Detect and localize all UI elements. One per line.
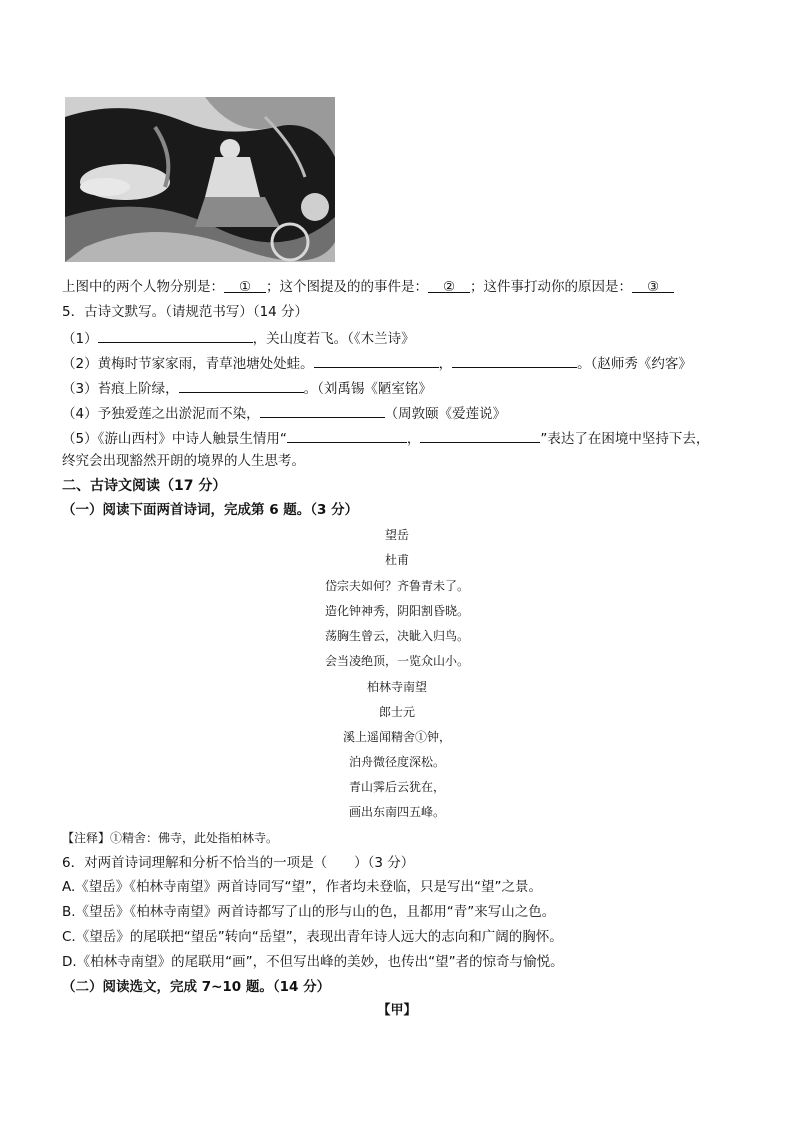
q5-blank-2b[interactable]	[452, 352, 577, 368]
q4-line	[62, 277, 674, 297]
q5-blank-2a[interactable]	[314, 352, 439, 368]
q4-blank-3[interactable]	[632, 277, 674, 293]
q5-item-2	[62, 352, 692, 374]
q5-item-5-tail: ”表达了在困境中坚持下去，	[540, 431, 710, 447]
q5-item-4-label: （4）予独爱莲之出淤泥而不染，	[62, 406, 260, 422]
annotation-note: 【注释】①精舍：佛寺，此处指柏林寺。	[62, 831, 279, 845]
q5-item-2-comma: ，	[438, 356, 453, 372]
q5-item-3-label: （3）苔痕上阶绿，	[62, 381, 179, 397]
photo-scene	[65, 97, 335, 262]
illustration-photo	[65, 97, 335, 262]
poem2-line-2: 泊舟微径度深松。	[348, 755, 445, 769]
q5-blank-5a[interactable]	[287, 427, 407, 443]
q5-item-2-source: 。（赵师秀《约客》	[577, 356, 692, 372]
q4-blank-2-label: ②	[442, 279, 456, 295]
q6-option-a[interactable]: A.《望岳》《柏林寺南望》两首诗同写“望”，作者均未登临，只是写出“望”之景。	[62, 879, 543, 895]
q5-item-5-cont: 终究会出现豁然开朗的境界的人生思考。	[62, 453, 305, 469]
poem2-line-1: 溪上遥闻精舍①钟，	[342, 730, 451, 744]
q4-blank-1[interactable]	[224, 277, 266, 293]
q6-stem: 6．对两首诗词理解和分析不恰当的一项是（ ）（3 分）	[62, 855, 415, 871]
poem1-author: 杜甫	[384, 553, 409, 567]
q5-item-5-comma: ，	[406, 431, 421, 447]
q5-item-2-label: （2）黄梅时节家家雨，青草池塘处处蛙。	[62, 356, 314, 372]
q6-option-c[interactable]: C.《望岳》的尾联把“望岳”转向“岳望”，表现出青年诗人远大的志向和广阔的胸怀。	[62, 929, 563, 945]
section-2-sub2: （二）阅读选文，完成 7~10 题。（14 分）	[62, 979, 331, 995]
q5-item-5	[62, 427, 709, 449]
q5-blank-3[interactable]	[179, 377, 304, 393]
q6-option-b[interactable]: B.《望岳》《柏林寺南望》两首诗都写了山的形与山的色，且都用“青”来写山之色。	[62, 904, 556, 920]
q5-blank-1[interactable]	[98, 327, 253, 343]
section-2-sub1: （一）阅读下面两首诗词，完成第 6 题。（3 分）	[62, 502, 359, 518]
q5-blank-4[interactable]	[260, 402, 385, 418]
q5-item-4	[62, 402, 506, 424]
section-2-title: 二、古诗文阅读（17 分）	[62, 478, 227, 494]
q4-blank-1-label: ①	[238, 279, 252, 295]
q5-item-3-source: 。（刘禹锡《陋室铭》	[303, 381, 432, 397]
q5-blank-5b[interactable]	[420, 427, 540, 443]
q5-item-1	[62, 327, 415, 349]
q5-item-3	[62, 377, 432, 399]
q5-title: 5．古诗文默写。（请规范书写）（14 分）	[62, 304, 309, 320]
q5-item-4-source: （周敦颐《爱莲说》	[384, 406, 507, 422]
q4-blank-3-label: ③	[646, 279, 660, 295]
poem1-line-1: 岱宗夫如何？齐鲁青未了。	[324, 579, 469, 593]
q5-item-5-label: （5）《游山西村》中诗人触景生情用“	[62, 431, 287, 447]
q4-text-2: ；这个图提及的的事件是：	[266, 279, 428, 295]
poem2-line-3: 青山霁后云犹在，	[348, 780, 445, 794]
poem2-title: 柏林寺南望	[366, 680, 427, 694]
poem1-line-4: 会当凌绝顶，一览众山小。	[324, 654, 469, 668]
poem1-line-3: 荡胸生曾云，决眦入归鸟。	[324, 629, 469, 643]
q4-text-1: 上图中的两个人物分别是：	[62, 279, 224, 295]
poem1-title: 望岳	[384, 528, 409, 542]
poem2-line-4: 画出东南四五峰。	[348, 805, 445, 819]
q4-text-3: ；这件事打动你的原因是：	[470, 279, 632, 295]
passage-jia-label: 【甲】	[377, 1003, 417, 1018]
poem2-author: 郎士元	[378, 705, 415, 719]
poem1-line-2: 造化钟神秀，阴阳割昏晓。	[324, 604, 469, 618]
q6-option-d[interactable]: D.《柏林寺南望》的尾联用“画”，不但写出峰的美妙，也传出“望”者的惊奇与愉悦。	[62, 954, 564, 970]
q5-item-1-label: （1）	[62, 331, 98, 347]
q4-blank-2[interactable]	[428, 277, 470, 293]
q5-item-1-source: ，关山度若飞。（《木兰诗》	[252, 331, 415, 347]
